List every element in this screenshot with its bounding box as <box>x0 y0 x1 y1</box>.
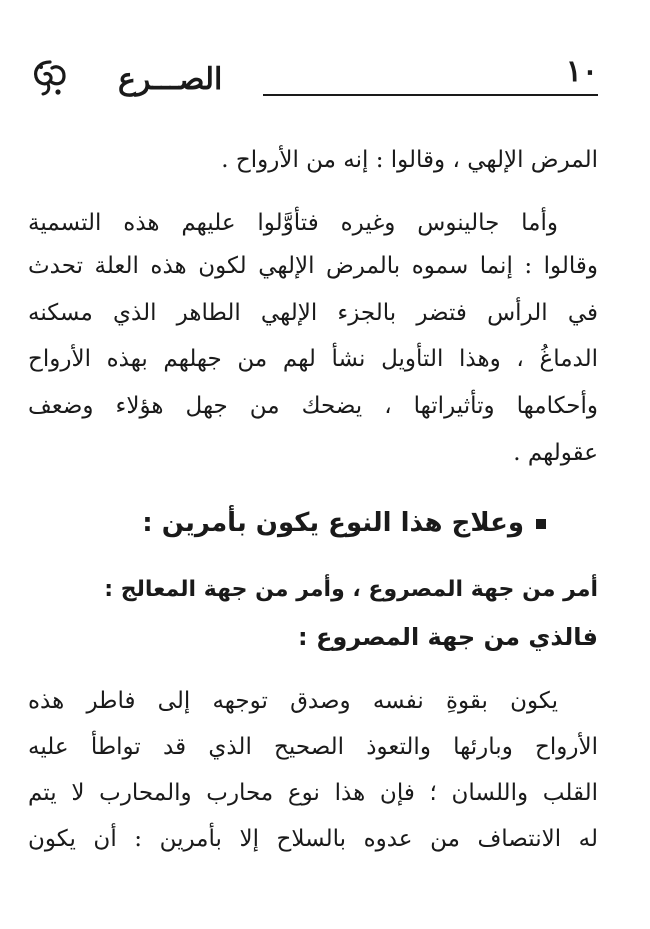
text-line: القلب واللسان ؛ فإن هذا نوع محارب والمحارب لا يتم <box>28 780 598 806</box>
heading-text: وعلاج هذا النوع يكون بأمرين : <box>142 508 524 538</box>
section-heading <box>28 501 598 545</box>
subheading: فالذي من جهة المصروع : <box>298 623 598 651</box>
page-number: ١٠ <box>565 54 598 89</box>
text-line: له الانتصاف من عدوه بالسلاح إلا بأمرين : أن يكون <box>28 826 598 852</box>
subheading: أمر من جهة المصروع ، وأمر من جهة المعالج : <box>104 577 598 602</box>
text-line: في الرأس فتضر بالجزء الإلهي الطاهر الذي مسكنه <box>28 300 598 326</box>
header-rule <box>263 94 598 96</box>
text-line: وأما جالينوس وغيره فتأوَّلوا عليهم هذه التسمية <box>28 210 558 236</box>
ornament-icon <box>28 56 72 100</box>
text-line: وقالوا : إنما سموه بالمرض الإلهي لكون هذه العلة تحدث <box>28 253 598 279</box>
text-line: وأحكامها وتأثيراتها ، يضحك من جهل هؤلاء وضعف <box>28 393 598 419</box>
text-line: المرض الإلهي ، وقالوا : إنه من الأرواح . <box>221 147 598 173</box>
page-header <box>28 52 598 108</box>
text-line: الدماغُ ، وهذا التأويل نشأ لهم من جهلهم بهذه الأرواح <box>28 346 598 372</box>
bullet-icon <box>536 519 546 529</box>
text-line: الأرواح وبارئها والتعوذ الصحيح الذي قد تواطأ عليه <box>28 734 598 760</box>
text-line: يكون بقوةِ نفسه وصدق توجهه إلى فاطر هذه <box>28 688 558 714</box>
chapter-title: الصـــرع <box>118 62 223 97</box>
text-line: عقولهم . <box>513 440 598 466</box>
